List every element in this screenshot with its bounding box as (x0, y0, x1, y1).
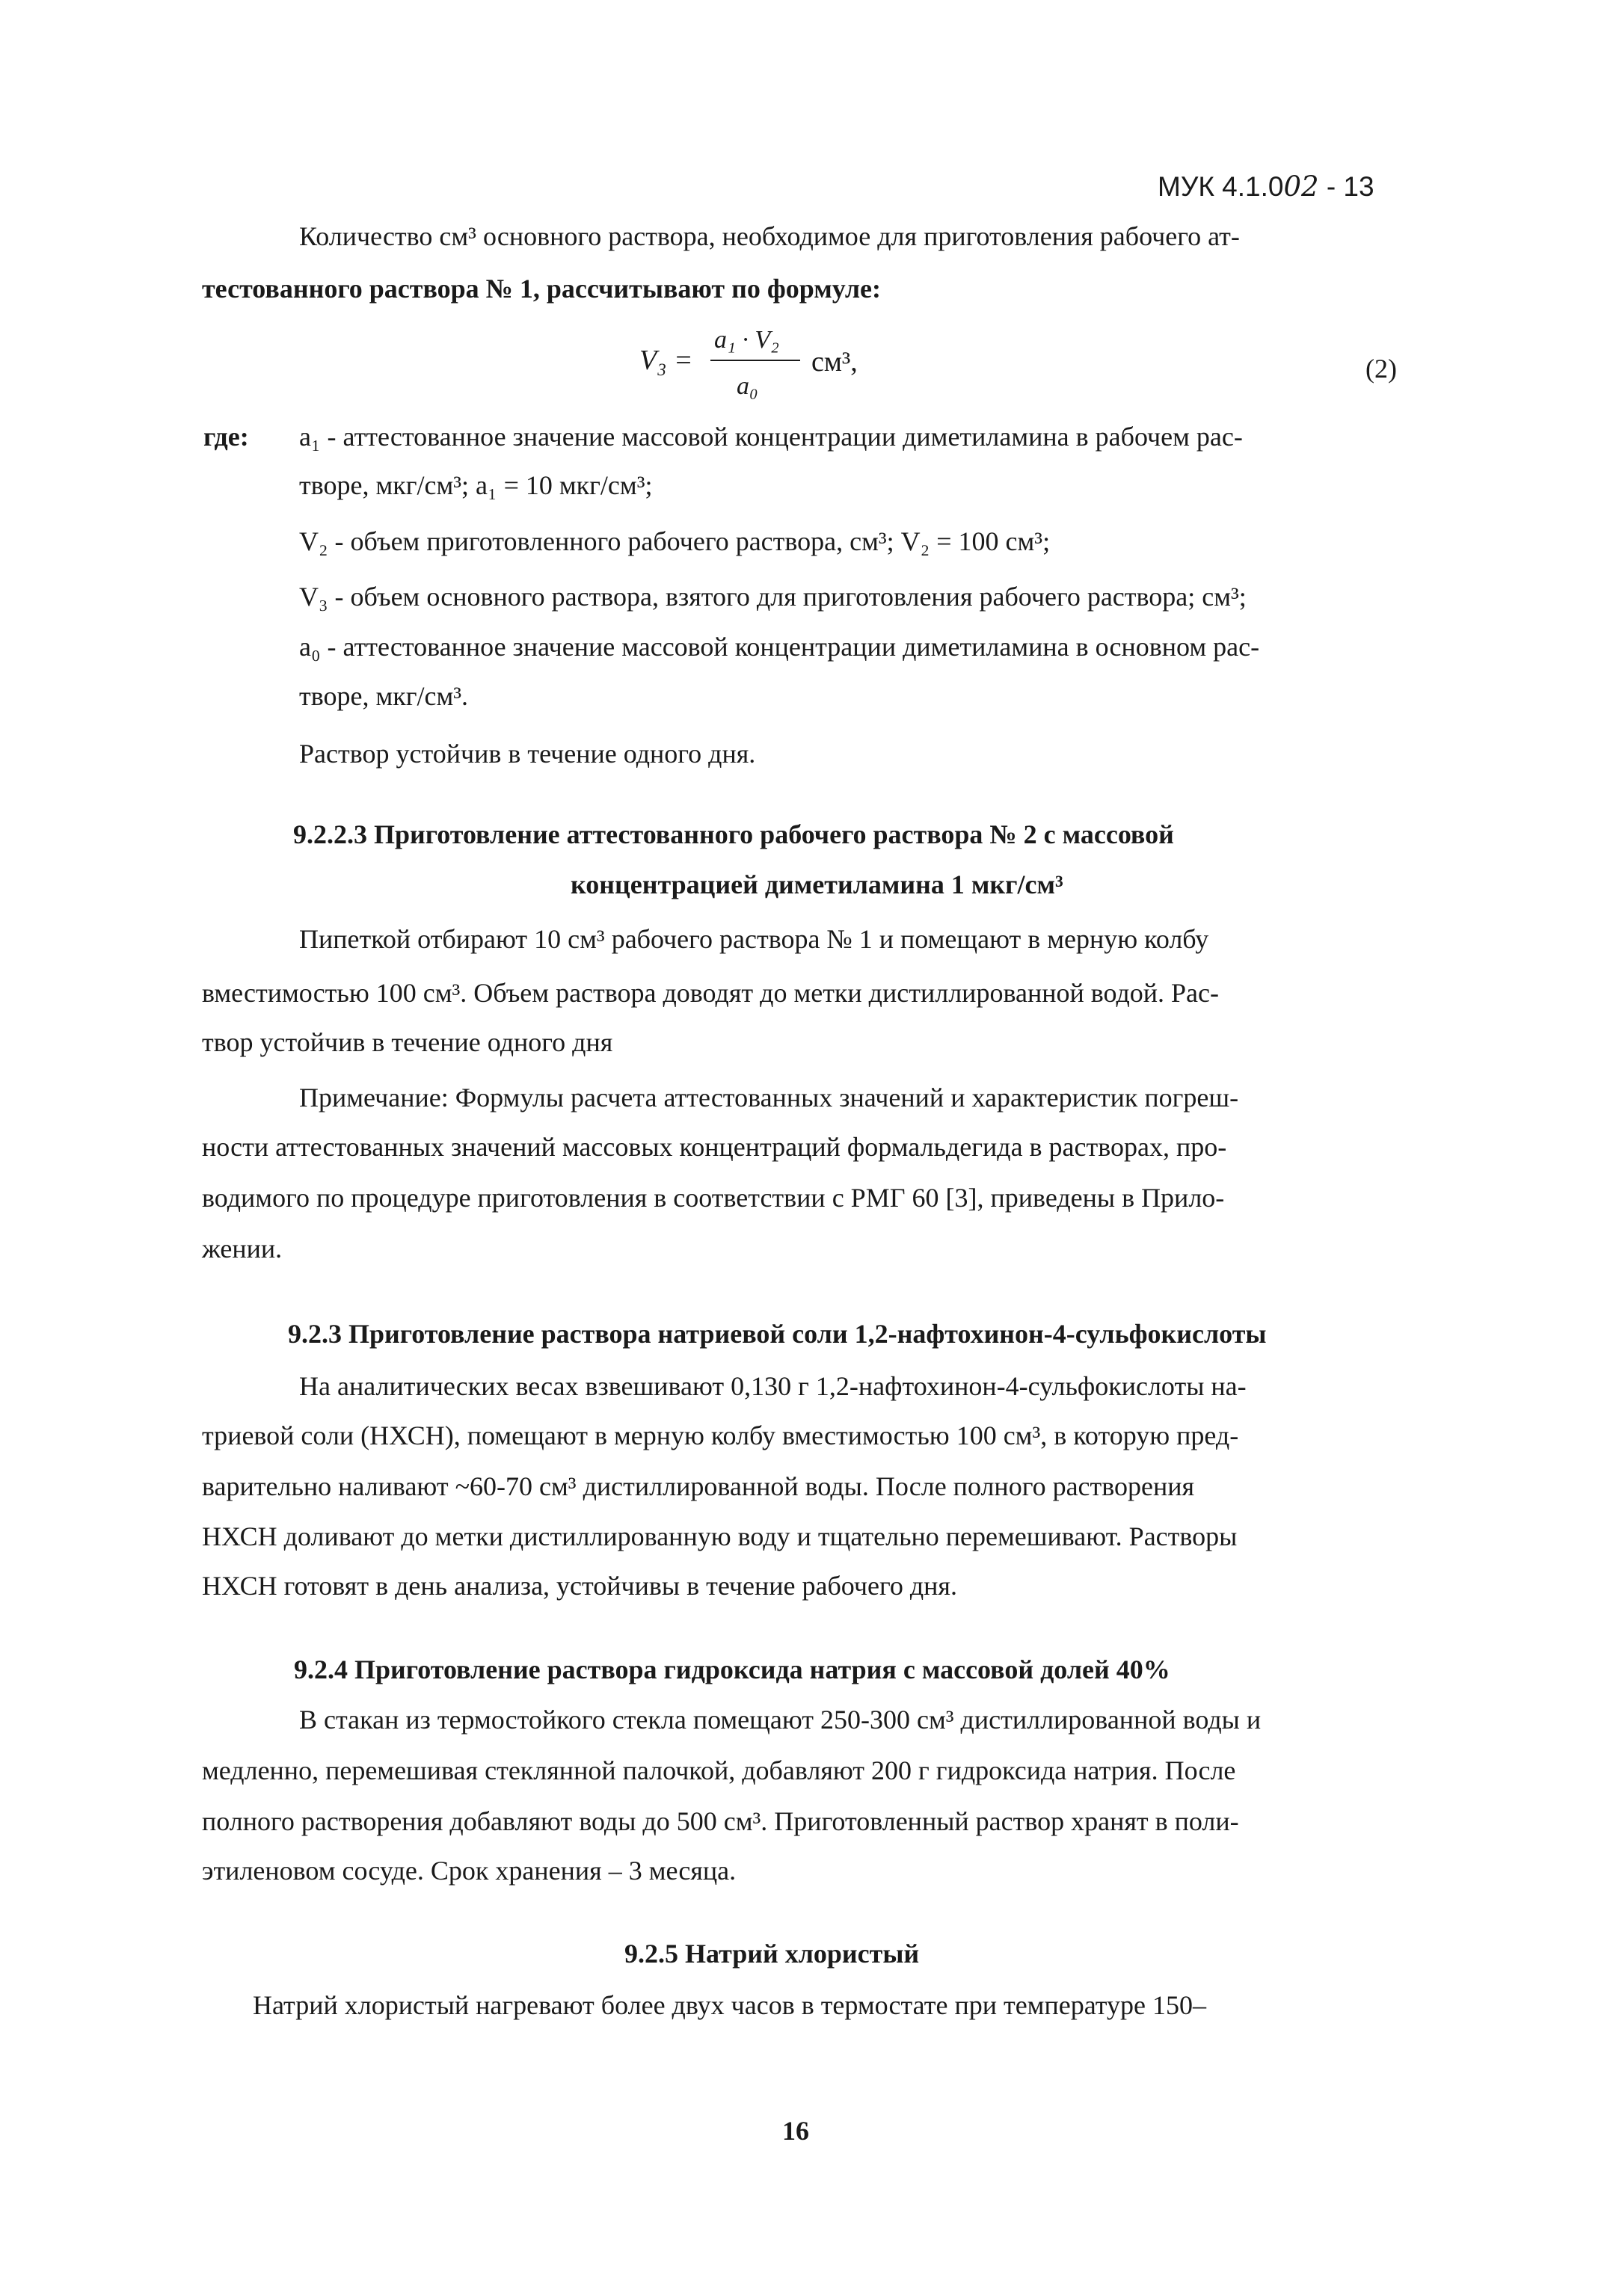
where-item-a1-line-1: a₁ - аттестованное значение массовой концентрации диметиламина в рабочем рас- (299, 422, 1243, 452)
formula-lhs: V₃ = (639, 345, 693, 376)
intro-line-1: Количество см³ основного раствора, необходимое для приготовления рабочего ат- (299, 221, 1240, 251)
page-number: 16 (782, 2116, 809, 2146)
s923-line-4: НХСН доливают до метки дистиллированную воду и тщательно перемешивают. Растворы (202, 1521, 1238, 1551)
s923-line-5: НХСН готовят в день анализа, устойчивы в течение рабочего дня. (202, 1571, 957, 1601)
section-923-title: 9.2.3 Приготовление раствора натриевой соли 1,2-нафтохинон-4-сульфокислоты (288, 1319, 1267, 1349)
doc-code-tail: - 13 (1326, 171, 1374, 202)
doc-code (1158, 170, 1374, 203)
formula-denominator: a₀ (737, 372, 758, 400)
s9223-line-2: вместимостью 100 см³. Объем раствора доводят до метки дистиллированной водой. Рас- (202, 978, 1220, 1008)
where-item-a0-line-1: a₀ - аттестованное значение массовой концентрации диметиламина в основном рас- (299, 632, 1260, 662)
section-925-title: 9.2.5 Натрий хлористый (624, 1939, 920, 1969)
note-line-3: водимого по процедуре приготовления в соответствии с РМГ 60 [3], приведены в Прило- (202, 1183, 1225, 1213)
s9223-line-1: Пипеткой отбирают 10 см³ рабочего раствора № 1 и помещают в мерную колбу (299, 924, 1209, 954)
s924-line-1: В стакан из термостойкого стекла помещают 250-300 см³ дистиллированной воды и (299, 1705, 1262, 1735)
section-9223-title-1: 9.2.2.3 Приготовление аттестованного рабочего раствора № 2 с массовой (293, 819, 1174, 849)
s924-line-3: полного растворения добавляют воды до 500 см³. Приготовленный раствор хранят в поли- (202, 1806, 1239, 1836)
where-item-v2: V₂ - объем приготовленного рабочего раствора, см³; V₂ = 100 см³; (299, 526, 1051, 556)
equation-number: (2) (1365, 354, 1397, 384)
s924-line-2: медленно, перемешивая стеклянной палочкой, добавляют 200 г гидроксида натрия. После (202, 1755, 1236, 1785)
section-9223-title-2: концентрацией диметиламина 1 мкг/см³ (571, 870, 1063, 899)
s924-line-4: этиленовом сосуде. Срок хранения – 3 месяца. (202, 1856, 737, 1886)
s9223-line-3: твор устойчив в течение одного дня (202, 1027, 613, 1057)
where-label: где: (203, 422, 249, 452)
fraction-bar (710, 360, 800, 361)
where-item-v3: V₃ - объем основного раствора, взятого для приготовления рабочего раствора; см³; (299, 582, 1247, 612)
note-line-2: ности аттестованных значений массовых концентраций формальдегида в растворах, про- (202, 1132, 1227, 1162)
s925-line-1: Натрий хлористый нагревают более двух часов в термостате при температуре 150– (253, 1990, 1206, 2020)
intro-line-2: тестованного раствора № 1, рассчитывают по формуле: (202, 274, 882, 304)
formula-numerator: a₁ · V₂ (714, 326, 779, 354)
note-line-1: Примечание: Формулы расчета аттестованных значений и характеристик погреш- (299, 1083, 1239, 1112)
doc-code-handwritten: 02 (1283, 170, 1319, 203)
doc-code-text: МУК 4.1.0 (1158, 171, 1284, 202)
s923-line-2: триевой соли (НХСН), помещают в мерную колбу вместимостью 100 см³, в которую пред- (202, 1421, 1239, 1450)
s923-line-3: варительно наливают ~60-70 см³ дистиллированной воды. После полного растворения (202, 1471, 1195, 1501)
where-item-a0-line-2: творе, мкг/см³. (299, 681, 469, 711)
where-item-a1-line-2: творе, мкг/см³; a₁ = 10 мкг/см³; (299, 470, 653, 500)
section-924-title: 9.2.4 Приготовление раствора гидроксида натрия с массовой долей 40% (294, 1655, 1170, 1684)
stability-note: Раствор устойчив в течение одного дня. (299, 739, 756, 769)
s923-line-1: На аналитических весах взвешивают 0,130 г 1,2-нафтохинон-4-сульфокислоты на- (299, 1371, 1247, 1401)
formula-unit: см³, (811, 346, 858, 378)
note-line-4: жении. (202, 1234, 283, 1264)
